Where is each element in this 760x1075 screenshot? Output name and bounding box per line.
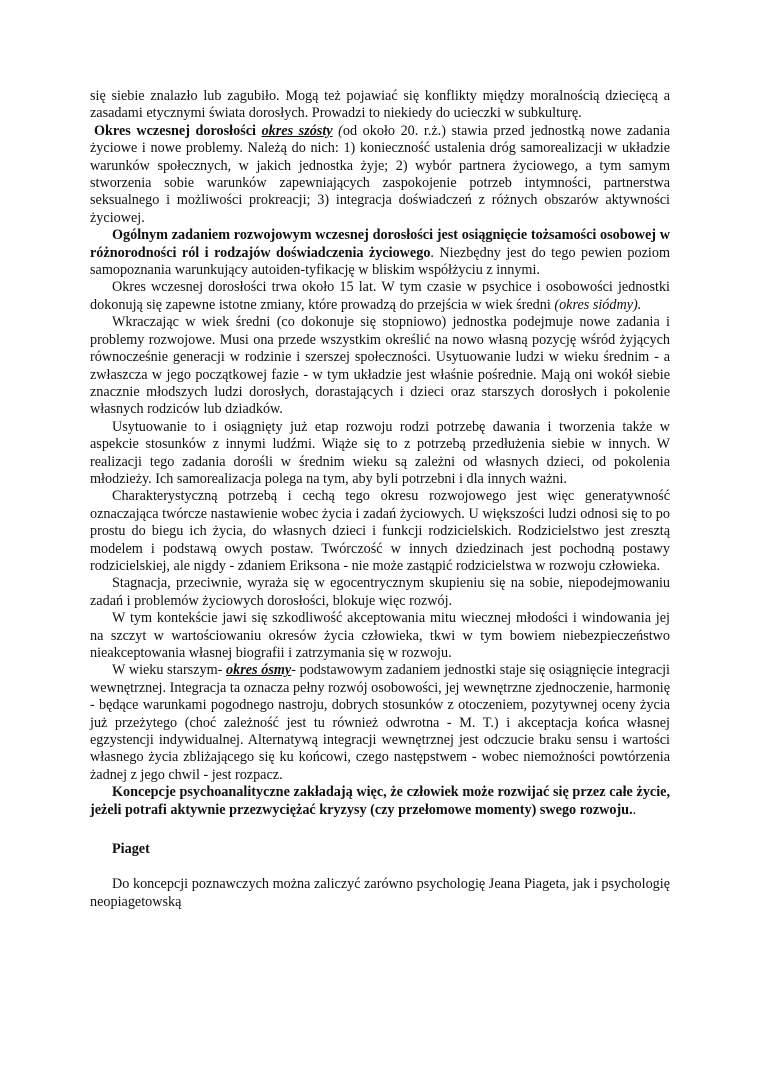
period-sixth-label: okres szósty xyxy=(261,122,333,139)
paragraph-developmental-task: Ogólnym zadaniem rozwojowym wczesnej dorosłości jest osiągnięcie tożsamości osobowej w różnorodności ról i rodzajów doświadczenia życiowego. Niezbędny jest do tego pewien poziom samopoznania warunkujący autoiden-tyfikację w bliskim współżyciu z innymi. xyxy=(90,227,670,279)
paragraph-stagnation: Stagnacja, przeciwnie, wyraża się w egocentrycznym skupieniu się na sobie, niepodejmowaniu zadań i problemów życiowych dorosłości, blokuje więc rozwój. xyxy=(90,575,670,609)
paragraph-conclusion: Koncepcje psychoanalityczne zakładają więc, że człowiek może rozwijać się przez całe życie, jeżeli potrafi aktywnie przezwyciężać kryzysy (czy przełomowe momenty) swego rozwoju.. xyxy=(90,784,670,818)
period-eighth-label: okres ósmy xyxy=(226,662,292,679)
conclusion-bold: Koncepcje psychoanalityczne zakładają więc, że człowiek może rozwijać się przez całe życie, jeżeli potrafi aktywnie przezwyciężać kryzysy (czy przełomowe momenty) swego rozwoju. xyxy=(90,784,670,818)
paragraph-generativity: Charakterystyczną potrzebą i cechą tego okresu rozwojowego jest więc generatywność oznaczająca twórcze nastawienie wobec życia i zadań życiowych. U większości ludzi odnosi się to po prostu do biegu ich życia, do własnych dzieci i funkcji rodzicielskich. Rodzicielstwo jest zresztą modelem i podstawą owych postaw. Twórczość w innych dziedzinach jest pochodną postawy rodzicielskiej, ale nigdy - zdaniem Eriksona - nie może zastąpić rodzicielstwa w rozwoju człowieka. xyxy=(90,488,670,574)
early-adulthood-term: Okres wczesnej dorosłości xyxy=(94,122,256,139)
paragraph-early-adulthood: Okres wczesnej dorosłości okres szósty (od około 20. r.ż.) stawia przed jednostką nowe zadania życiowe i nowe problemy. Należą do nich: 1) konieczność ustalenia dróg samorealizacji w układzie warunków społecznych, w jakich jednostka żyje; 2) wybór partnera życiowego, a tym samym stworzenia sobie warunków zapewniających zaspokojenie potrzeb intymności, partnerstwa seksualnego i możliwości prokreacji; 3) integracja doświadczeń z różnych obszarów aktywności życiowej. xyxy=(90,122,671,226)
paragraph-middle-age: Wkraczając w wiek średni (co dokonuje się stopniowo) jednostka podejmuje nowe zadania i problemy rozwojowe. Musi ona przede wszystkim określić na nowo własną pozycję wśród żyjących równocześnie generacji w rodzinie i szerszej społeczności. Usytuowanie ludzi w wieku średnim - a zwłaszcza w jego początkowej fazie - w tym układzie jest właśnie pośrednie. Mają oni wokół siebie znacznie młodszych ludzi dorosłych, dorastających i dzieci oraz starszych dorosłych i pokolenie własnych rodziców lub dziadków. xyxy=(90,314,670,418)
section-heading-piaget: Piaget xyxy=(112,841,150,858)
paragraph-1: się siebie znalazło lub zagubiło. Mogą też pojawiać się konflikty między moralnością dziecięcą a zasadami etycznymi świata dorosłych. Prowadzi to niekiedy do ucieczki w subkulturę. xyxy=(90,88,670,122)
paragraph-old-age: W wieku starszym- okres ósmy- podstawowym zadaniem jednostki staje się osiągnięcie integracji wewnętrznej. Integracja ta oznacza pełny rozwój osobowości, jej wewnętrzne zjednoczenie, harmonię - będące warunkami pogodnego nastroju, dobrych stosunków z otoczeniem, pozytywnej oceny życia już przeżytego (choć zależność jest tu również odwrotna - M. T.) i akceptacja końca własnej egzystencji indywidualnej. Alternatywą integracji wewnętrznej jest odczucie braku sensu i wartości własnego życia zbliżającego się ku końcowi, czego następstwem - wobec niemożności powtórzenia żadnej z jego chwil - jest rozpacz. xyxy=(90,662,671,783)
paragraph-duration: Okres wczesnej dorosłości trwa około 15 lat. W tym czasie w psychice i osobowości jednostki dokonują się zapewne istotne zmiany, które prowadzą do przejścia w wiek średni (okres siódmy). xyxy=(90,279,670,313)
paragraph-positioning: Usytuowanie to i osiągnięty już etap rozwoju rodzi potrzebę dawania i tworzenia także w aspekcie stosunków z innymi ludźmi. Wiąże się to z potrzebą przedłużenia siebie w innych. W realizacji tego zadania dorośli w średnim wieku są zależni od własnych dzieci, od pokolenia młodzieży. Ich samorealizacja polega na tym, aby byli potrzebni i dla innych ważni. xyxy=(90,418,670,487)
developmental-task-bold: Ogólnym zadaniem rozwojowym wczesnej dorosłości jest osiągnięcie tożsamości osobowej w różnorodności ról i rodzajów doświadczenia życiowego xyxy=(90,227,670,261)
paragraph-piaget-intro: Do koncepcji poznawczych można zaliczyć zarówno psychologię Jeana Piageta, jak i psychologię neopiagetowską xyxy=(90,876,670,910)
paragraph-youth-myth: W tym kontekście jawi się szkodliwość akceptowania mitu wiecznej młodości i windowania jej na szczyt w wartościowaniu okresów życia człowieka, tkwi w tym bowiem niebezpieczeństwo nieakceptowania własnej biografii i zatrzymania się w rozwoju. xyxy=(90,610,670,661)
period-seventh-label: (okres siódmy). xyxy=(554,296,642,313)
